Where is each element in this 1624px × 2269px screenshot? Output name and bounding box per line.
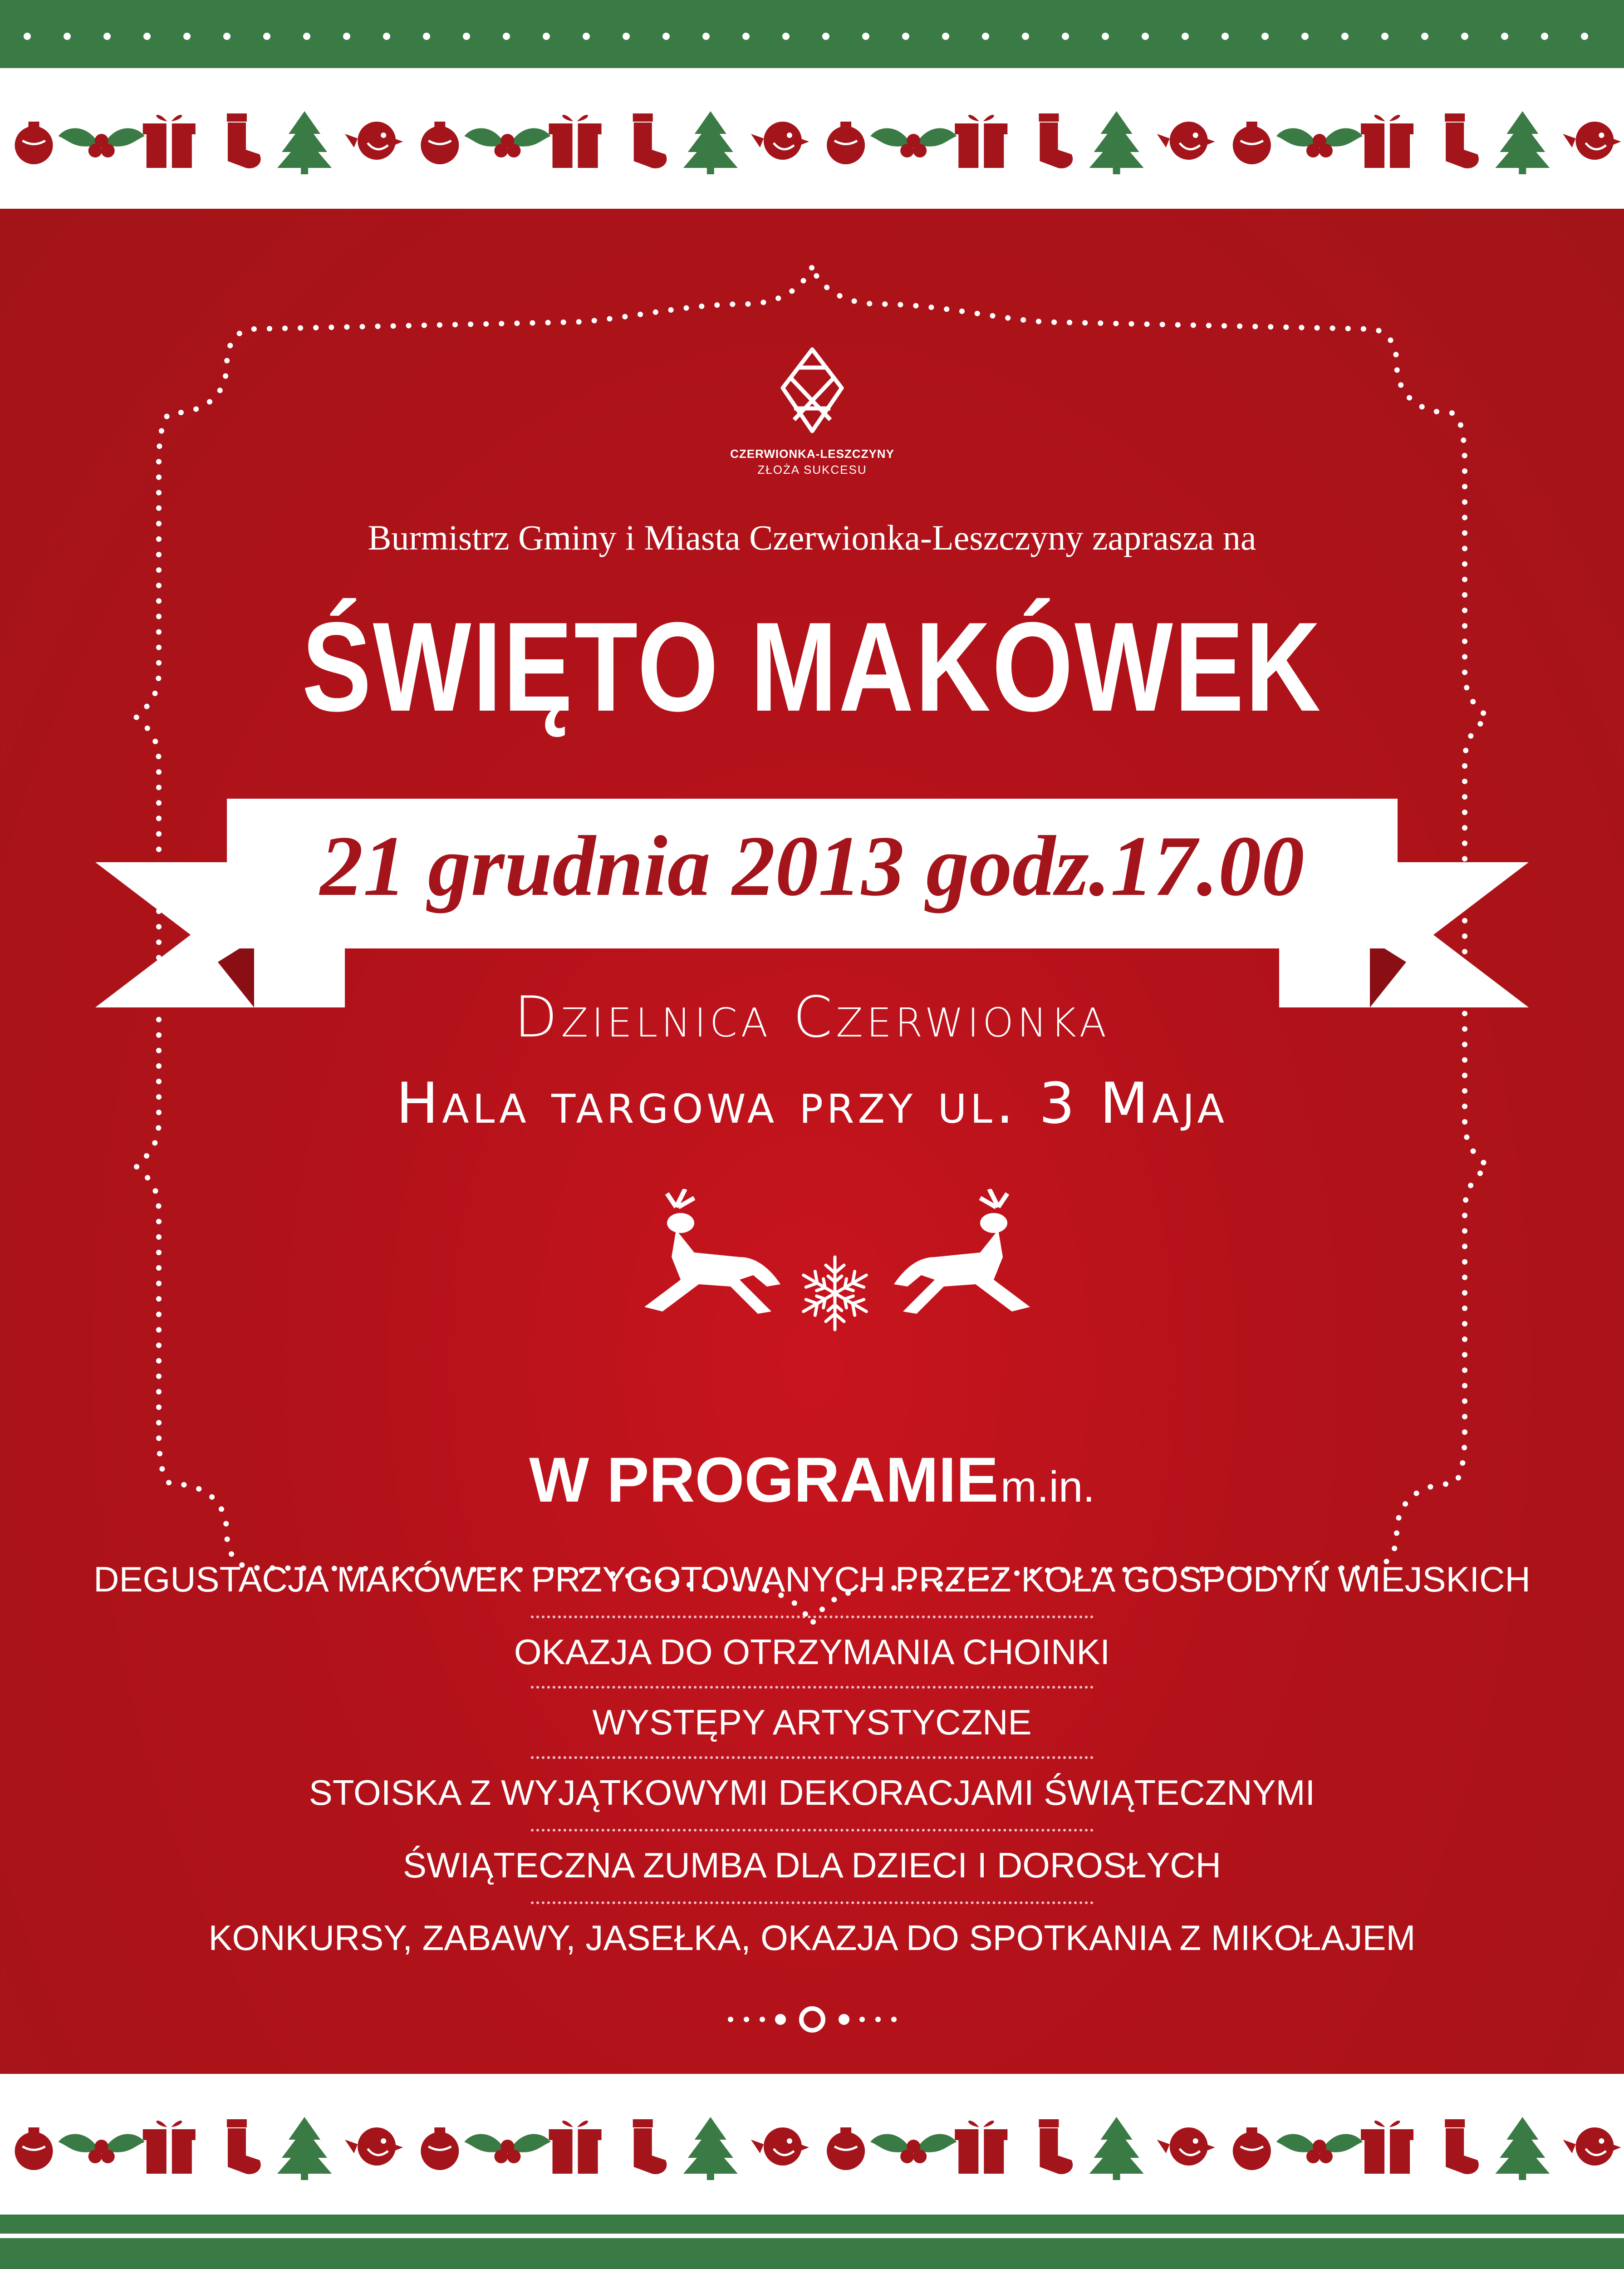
bird-icon [1157, 122, 1215, 160]
tree-icon [277, 2117, 332, 2180]
program-separator [531, 1829, 1094, 1834]
stocking-icon [227, 113, 261, 168]
logo-tagline: ZŁOŻA SUKCESU [757, 463, 867, 476]
gift-icon [955, 2120, 1007, 2174]
holly-icon [59, 128, 145, 158]
gift-icon [143, 2120, 196, 2174]
stocking-icon [1445, 113, 1479, 168]
bottom-decoration-strip [0, 2074, 1624, 2215]
bird-icon [751, 2127, 809, 2166]
ornament-icon [1233, 122, 1271, 164]
ornament-icon [15, 2127, 53, 2170]
holly-icon [1276, 128, 1363, 158]
tree-icon [277, 111, 332, 174]
ornament-icon [1233, 2127, 1271, 2170]
program-heading-suffix: m.in. [1000, 1463, 1095, 1511]
bird-icon [751, 122, 809, 160]
ornament-icon [15, 122, 53, 164]
program-item: WYSTĘPY ARTYSTYCZNE [592, 1702, 1032, 1742]
gift-icon [549, 114, 602, 168]
tree-icon [1089, 111, 1144, 174]
gift-icon [1361, 2120, 1413, 2174]
snowflake-icon [794, 1252, 876, 1334]
event-title: ŚWIĘTO MAKÓWEK [302, 596, 1322, 738]
ornament-icon [827, 2127, 865, 2170]
invitation-line: Burmistrz Gminy i Miasta Czerwionka-Leszczyny zaprasza na [368, 518, 1256, 557]
pager-dots [721, 2006, 903, 2033]
gift-icon [143, 114, 196, 168]
reindeer-right-icon [889, 1189, 1039, 1325]
bottom-band-stripe [0, 2234, 1624, 2238]
stocking-icon [1039, 113, 1073, 168]
bottom-icons-row [0, 2074, 1624, 2215]
tree-icon [683, 2117, 738, 2180]
czerwionka-leszczyny-logo [776, 340, 849, 454]
stocking-icon [1039, 2119, 1073, 2174]
program-separator [531, 1686, 1094, 1691]
holly-icon [870, 2134, 957, 2164]
program-item: STOISKA Z WYJĄTKOWYMI DEKORACJAMI ŚWIĄTECZNYMI [309, 1773, 1315, 1812]
program-item: ŚWIĄTECZNA ZUMBA DLA DZIECI I DOROSŁYCH [403, 1845, 1221, 1885]
logo-wordmark: CZERWIONKA-LESZCZYNY [730, 447, 894, 461]
holly-icon [464, 128, 550, 158]
event-date: 21 grudnia 2013 godz.17.00 [320, 819, 1305, 914]
ornament-icon [421, 122, 459, 164]
bird-icon [1563, 122, 1621, 160]
program-heading [0, 1443, 1624, 1517]
location-address: Hala targowa przy ul. 3 Maja [396, 1071, 1228, 1136]
bird-icon [1563, 2127, 1621, 2166]
stocking-icon [633, 2119, 667, 2174]
program-separator [531, 1756, 1094, 1762]
stocking-icon [227, 2119, 261, 2174]
tree-icon [1495, 2117, 1550, 2180]
program-separator [531, 1616, 1094, 1621]
holly-icon [59, 2134, 145, 2164]
program-item: KONKURSY, ZABAWY, JASEŁKA, OKAZJA DO SPOTKANIA Z MIKOŁAJEM [208, 1918, 1416, 1958]
reindeer-left-icon [635, 1189, 785, 1325]
tree-icon [1089, 2117, 1144, 2180]
tree-icon [683, 111, 738, 174]
bottom-green-band [0, 2215, 1624, 2269]
program-separator [531, 1901, 1094, 1907]
program-item: DEGUSTACJA MAKÓWEK PRZYGOTOWANYCH PRZEZ KOŁA GOSPODYŃ WIEJSKICH [93, 1559, 1531, 1599]
gift-icon [549, 2120, 602, 2174]
holly-icon [1276, 2134, 1363, 2164]
bird-icon [1157, 2127, 1215, 2166]
bird-icon [345, 122, 403, 160]
gift-icon [1361, 114, 1413, 168]
program-item: OKAZJA DO OTRZYMANIA CHOINKI [514, 1632, 1110, 1672]
program-heading-title: W PROGRAMIE [529, 1444, 999, 1515]
gift-icon [955, 114, 1007, 168]
stocking-icon [633, 113, 667, 168]
location-district: Dzielnica Czerwionka [514, 985, 1110, 1050]
stocking-icon [1445, 2119, 1479, 2174]
holly-icon [464, 2134, 550, 2164]
top-band-dots [0, 27, 1624, 45]
holly-icon [870, 128, 957, 158]
ornament-icon [827, 122, 865, 164]
top-decoration-strip [0, 68, 1624, 209]
top-icons-row [0, 68, 1624, 209]
ornament-icon [421, 2127, 459, 2170]
tree-icon [1495, 111, 1550, 174]
bird-icon [345, 2127, 403, 2166]
